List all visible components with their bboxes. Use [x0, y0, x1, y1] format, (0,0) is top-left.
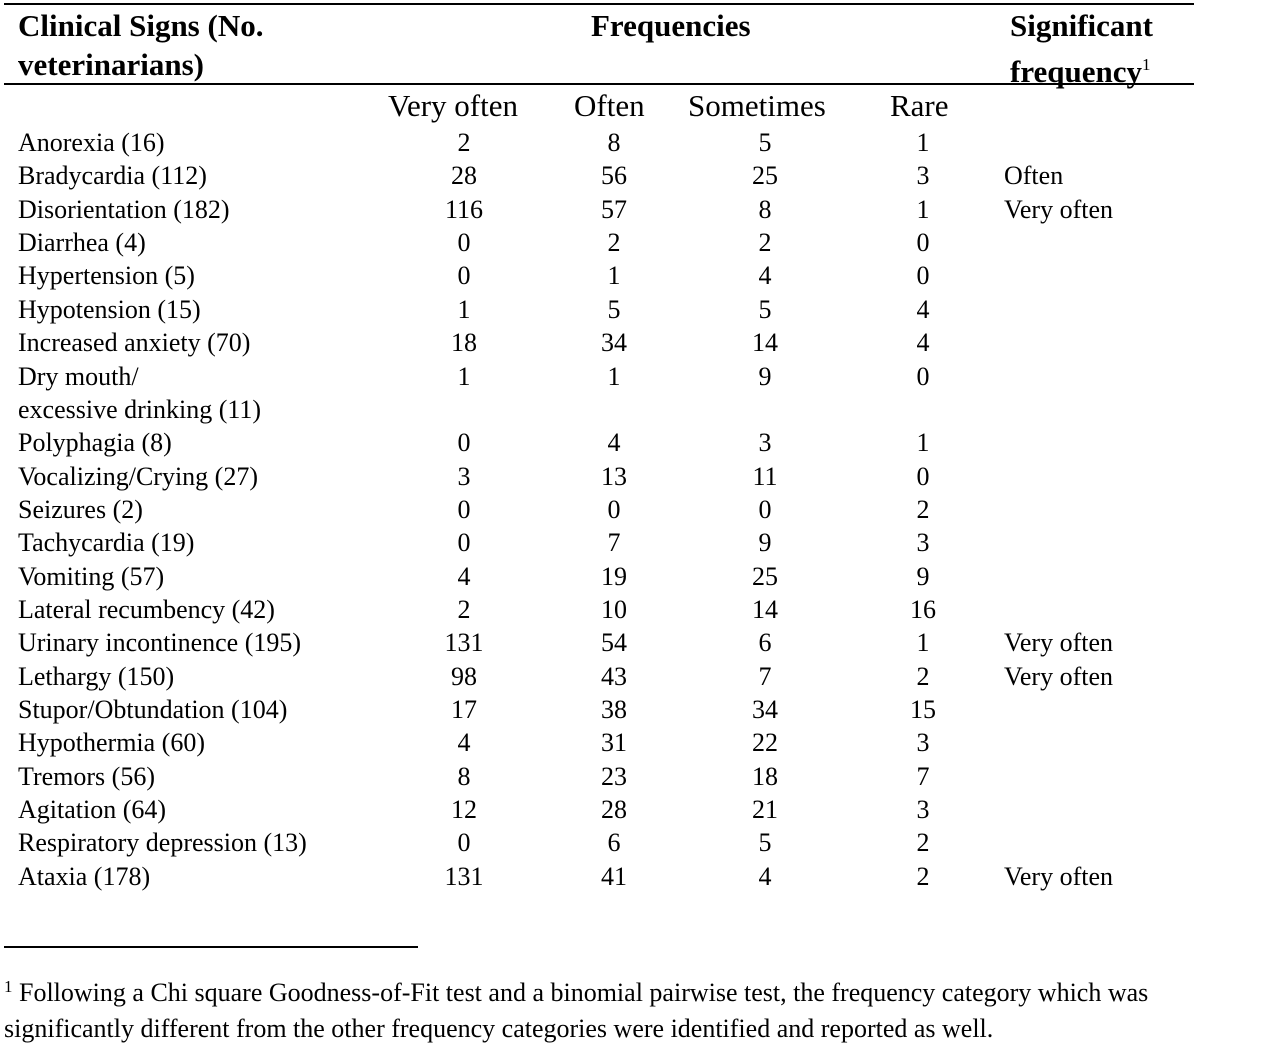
cell-often: 31	[601, 728, 627, 758]
cell-sometimes: 0	[758, 494, 772, 524]
header-frequencies: Frequencies	[591, 8, 751, 43]
cell-often: 4	[607, 428, 621, 458]
cell-very-often: 4	[457, 561, 471, 591]
subheader-sometimes: Sometimes	[688, 88, 826, 123]
cell-very-often: 12	[451, 795, 477, 824]
cell-rare: 9	[916, 561, 930, 591]
cell-very-often: 1	[457, 294, 471, 324]
cell-often: 1	[607, 261, 621, 291]
cell-sometimes: 4	[758, 861, 772, 891]
footnote	[4, 969, 1280, 1047]
cell-rare: 2	[916, 861, 930, 891]
cell-sometimes: 6	[758, 628, 772, 658]
cell-sometimes: 7	[758, 661, 772, 691]
row-sign-label: Seizures (2)	[18, 494, 143, 524]
row-sign-label: Stupor/Obtundation (104)	[18, 695, 288, 724]
cell-very-often: 1	[457, 361, 471, 391]
cell-rare: 0	[916, 228, 930, 258]
cell-rare: 3	[916, 161, 930, 191]
header-clinical-signs-line1: Clinical Signs (No.	[18, 8, 264, 43]
row-sign-label: Lethargy (150)	[18, 661, 175, 691]
cell-rare: 1	[916, 628, 930, 658]
cell-significant-frequency: Often	[1004, 161, 1064, 191]
cell-sometimes: 5	[758, 128, 772, 157]
cell-significant-frequency: Very often	[1004, 194, 1114, 224]
row-sign-label: Ataxia (178)	[18, 861, 151, 891]
cell-often: 1	[607, 361, 621, 391]
cell-very-often: 4	[457, 728, 471, 758]
cell-sometimes: 11	[752, 461, 778, 491]
footnote-text: Following a Chi square Goodness-of-Fit test and a binomial pairwise test, the frequency category which was significantly different from the other frequency categories were identified and reported as well.	[4, 978, 1149, 1043]
cell-very-often: 3	[457, 461, 471, 491]
cell-rare: 1	[916, 194, 930, 224]
row-sign-label: Anorexia (16)	[18, 128, 165, 157]
footnote-marker: 1	[4, 977, 13, 996]
row-sign-label-line2: excessive drinking (11)	[18, 394, 262, 424]
cell-often: 41	[601, 861, 627, 891]
cell-very-often: 8	[457, 761, 471, 791]
cell-sometimes: 9	[758, 528, 772, 558]
row-sign-label: Tachycardia (19)	[18, 528, 195, 558]
cell-rare: 4	[916, 328, 930, 358]
cell-rare: 2	[916, 494, 930, 524]
row-sign-label: Increased anxiety (70)	[18, 328, 251, 358]
cell-rare: 0	[916, 361, 930, 391]
cell-rare: 3	[916, 528, 930, 558]
cell-often: 54	[601, 628, 627, 658]
row-sign-label: Urinary incontinence (195)	[18, 628, 302, 658]
row-sign-label: Vocalizing/Crying (27)	[18, 461, 258, 491]
header-significant-text: frequency	[1010, 54, 1143, 89]
cell-very-often: 0	[457, 261, 471, 291]
cell-rare: 15	[910, 695, 936, 724]
row-sign-label: Diarrhea (4)	[18, 228, 146, 258]
footnote-rule	[4, 946, 418, 948]
cell-rare: 0	[916, 261, 930, 291]
cell-very-often: 0	[457, 228, 471, 258]
cell-sometimes: 22	[752, 728, 778, 758]
cell-rare: 7	[916, 761, 930, 791]
row-sign-label: Hypotension (15)	[18, 294, 201, 324]
row-sign-label: Hypertension (5)	[18, 261, 195, 291]
cell-very-often: 0	[457, 528, 471, 558]
cell-significant-frequency: Very often	[1004, 628, 1114, 658]
row-sign-label: Polyphagia (8)	[18, 428, 172, 458]
cell-rare: 0	[916, 461, 930, 491]
row-sign-label: Agitation (64)	[18, 795, 167, 824]
row-sign-label: Lateral recumbency (42)	[18, 594, 275, 624]
cell-often: 5	[607, 294, 621, 324]
cell-sometimes: 14	[752, 328, 778, 358]
row-sign-label: Tremors (56)	[18, 761, 155, 791]
cell-rare: 2	[916, 828, 930, 858]
cell-sometimes: 14	[752, 594, 778, 624]
cell-often: 43	[601, 661, 627, 691]
cell-very-often: 0	[457, 828, 471, 858]
header-significant-footnote-marker: 1	[1142, 55, 1151, 74]
cell-rare: 1	[916, 428, 930, 458]
cell-rare: 3	[916, 795, 930, 824]
cell-very-often: 2	[457, 594, 471, 624]
cell-often: 56	[601, 161, 627, 191]
cell-sometimes: 8	[758, 194, 772, 224]
cell-sometimes: 5	[758, 294, 772, 324]
row-sign-label: Bradycardia (112)	[18, 161, 207, 191]
cell-sometimes: 9	[758, 361, 772, 391]
cell-often: 34	[601, 328, 627, 358]
cell-very-often: 131	[444, 861, 484, 891]
cell-sometimes: 5	[758, 828, 772, 858]
cell-sometimes: 4	[758, 261, 772, 291]
header-significant-line1: Significant	[1010, 8, 1153, 43]
cell-often: 38	[601, 695, 627, 724]
cell-sometimes: 25	[752, 161, 778, 191]
cell-rare: 2	[916, 661, 930, 691]
row-sign-label: Dry mouth/	[18, 361, 139, 391]
subheader-rare: Rare	[890, 88, 949, 123]
cell-rare: 3	[916, 728, 930, 758]
cell-significant-frequency: Very often	[1004, 661, 1114, 691]
cell-often: 8	[607, 128, 621, 157]
cell-very-often: 0	[457, 428, 471, 458]
cell-very-often: 116	[444, 194, 484, 224]
cell-sometimes: 18	[752, 761, 778, 791]
cell-rare: 16	[910, 594, 936, 624]
cell-often: 2	[607, 228, 621, 258]
cell-rare: 4	[916, 294, 930, 324]
cell-sometimes: 3	[758, 428, 772, 458]
cell-sometimes: 21	[752, 795, 778, 824]
cell-sometimes: 34	[752, 695, 778, 724]
subheader-very-often: Very often	[388, 88, 518, 123]
cell-often: 6	[607, 828, 621, 858]
table-top-rule	[4, 3, 1194, 5]
cell-rare: 1	[916, 128, 930, 157]
cell-sometimes: 2	[758, 228, 772, 258]
cell-often: 19	[601, 561, 627, 591]
row-sign-label: Vomiting (57)	[18, 561, 165, 591]
cell-often: 57	[601, 194, 627, 224]
cell-often: 7	[607, 528, 621, 558]
header-bottom-rule	[4, 83, 1194, 85]
cell-very-often: 98	[451, 661, 477, 691]
cell-often: 13	[601, 461, 627, 491]
subheader-often: Often	[574, 88, 645, 123]
cell-very-often: 28	[451, 161, 477, 191]
cell-often: 0	[607, 494, 621, 524]
row-sign-label: Disorientation (182)	[18, 194, 230, 224]
cell-significant-frequency: Very often	[1004, 861, 1114, 891]
cell-sometimes: 25	[752, 561, 778, 591]
cell-very-often: 0	[457, 494, 471, 524]
cell-very-often: 17	[451, 695, 477, 724]
cell-often: 28	[601, 795, 627, 824]
header-clinical-signs-line2: veterinarians)	[18, 47, 204, 82]
cell-often: 23	[601, 761, 627, 791]
cell-very-often: 18	[451, 328, 477, 358]
row-sign-label: Respiratory depression (13)	[18, 828, 307, 858]
row-sign-label: Hypothermia (60)	[18, 728, 206, 758]
cell-often: 10	[601, 594, 627, 624]
cell-very-often: 131	[444, 628, 484, 658]
cell-very-often: 2	[457, 128, 471, 157]
